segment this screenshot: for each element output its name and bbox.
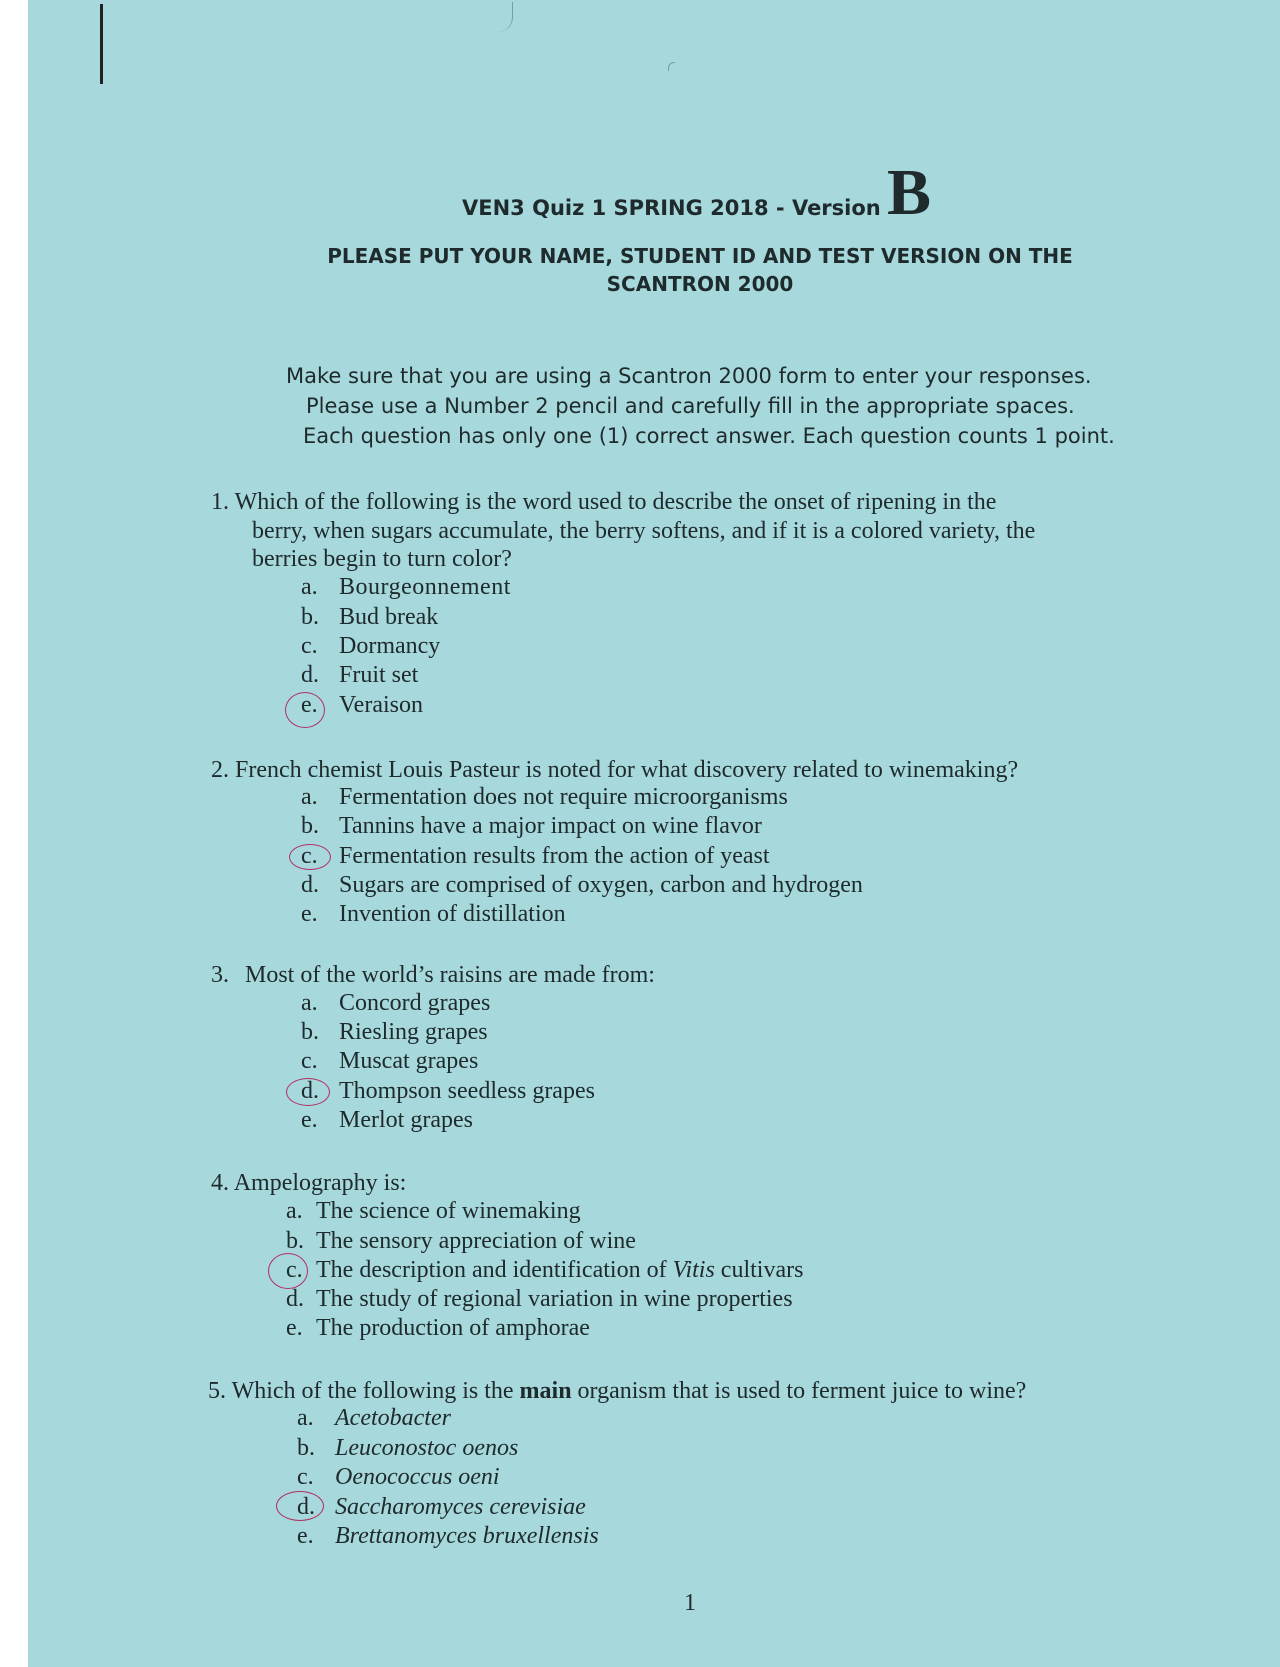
- option-text: Thompson seedless grapes: [339, 1078, 595, 1104]
- option-item: [301, 1078, 595, 1105]
- question-number: 1.: [211, 489, 229, 515]
- option-item: [301, 872, 863, 899]
- option-text: The study of regional variation in wine properties: [316, 1286, 793, 1312]
- option-item: [301, 843, 770, 870]
- option-letter: b.: [301, 604, 319, 630]
- answer-circle-mark: [286, 1078, 330, 1106]
- option-letter: c.: [297, 1464, 314, 1490]
- option-item: [301, 662, 418, 689]
- question-text-continued: berries begin to turn color?: [252, 546, 512, 572]
- pencil-stray-mark: [668, 62, 675, 71]
- option-text: cultivars: [714, 1257, 804, 1283]
- option-letter: d.: [297, 1494, 315, 1520]
- question-5: [208, 1377, 1026, 1405]
- option-text: Veraison: [339, 692, 423, 718]
- option-text: Riesling grapes: [339, 1019, 488, 1045]
- option-item: [301, 1019, 488, 1046]
- question-3: [211, 961, 655, 989]
- option-text: Muscat grapes: [339, 1048, 479, 1074]
- option-item: [286, 1286, 793, 1313]
- option-letter: e.: [301, 692, 318, 718]
- question-text: French chemist Louis Pasteur is noted for what discovery related to winemaking?: [235, 757, 1019, 783]
- option-text: Fermentation does not require microorganisms: [339, 784, 788, 810]
- option-letter: a.: [301, 990, 318, 1016]
- option-text: Bud break: [339, 604, 439, 630]
- option-letter: c.: [301, 633, 318, 659]
- option-item: [301, 813, 762, 840]
- option-text: Sugars are comprised of oxygen, carbon and hydrogen: [339, 872, 863, 898]
- option-text: The sensory appreciation of wine: [316, 1228, 636, 1254]
- option-letter: c.: [301, 1048, 318, 1074]
- option-text: Merlot grapes: [339, 1107, 473, 1133]
- scan-mark: [100, 4, 103, 84]
- subtitle-line-1: PLEASE PUT YOUR NAME, STUDENT ID AND TEST VERSION ON THE: [327, 244, 1073, 268]
- answer-circle-mark: [276, 1491, 324, 1521]
- option-item: [297, 1405, 451, 1432]
- question-text: Which of the following is the: [231, 1378, 520, 1404]
- option-item: [301, 1107, 473, 1134]
- option-text: Tannins have a major impact on wine flavor: [339, 813, 762, 839]
- option-letter: a.: [297, 1405, 314, 1431]
- option-letter: a.: [301, 574, 318, 600]
- option-letter: a.: [301, 784, 318, 810]
- option-text: Oenococcus oeni: [335, 1464, 500, 1490]
- option-item: [286, 1257, 803, 1284]
- quiz-title: VEN3 Quiz 1 SPRING 2018 - Version: [462, 196, 881, 220]
- version-letter: B: [887, 156, 932, 229]
- option-letter: c.: [301, 843, 318, 869]
- option-letter: e.: [301, 1107, 318, 1133]
- question-2: [211, 756, 1018, 784]
- option-text: The science of winemaking: [316, 1198, 581, 1224]
- pencil-stray-mark: [498, 2, 513, 32]
- option-letter: d.: [301, 662, 319, 688]
- question-text-continued: berry, when sugars accumulate, the berry softens, and if it is a colored variety, the: [252, 518, 1036, 544]
- option-text: Dormancy: [339, 633, 441, 659]
- option-item: [301, 633, 440, 660]
- option-text: Leuconostoc oenos: [335, 1435, 519, 1461]
- question-1: [211, 488, 996, 516]
- option-letter: a.: [286, 1198, 303, 1224]
- option-letter: b.: [297, 1435, 315, 1461]
- question-number: 2.: [211, 757, 229, 783]
- option-item: [286, 1198, 581, 1225]
- subtitle-line-2: SCANTRON 2000: [606, 272, 794, 296]
- option-item: [297, 1435, 518, 1462]
- option-letter: b.: [286, 1228, 304, 1254]
- option-item: [286, 1228, 636, 1255]
- option-letter: d.: [286, 1286, 304, 1312]
- option-letter: e.: [301, 901, 318, 927]
- option-text: Fruit set: [339, 662, 419, 688]
- option-text: Saccharomyces cerevisiae: [335, 1494, 586, 1520]
- option-item: [301, 604, 438, 631]
- option-letter: e.: [297, 1523, 314, 1549]
- question-number: 4.: [211, 1170, 229, 1196]
- instruction-line: Each question has only one (1) correct answer. Each question counts 1 point.: [303, 424, 1115, 448]
- answer-circle-mark: [285, 692, 325, 728]
- option-item: [297, 1464, 500, 1491]
- question-text: organism that is used to ferment juice to wine?: [571, 1378, 1027, 1404]
- option-text: Fermentation results from the action of yeast: [339, 843, 770, 869]
- option-text: The description and identification of: [316, 1257, 673, 1283]
- option-text: Invention of distillation: [339, 901, 566, 927]
- option-item: [297, 1523, 599, 1550]
- question-text: Ampelography is:: [233, 1170, 407, 1196]
- option-text: Concord grapes: [339, 990, 491, 1016]
- option-letter: c.: [286, 1257, 303, 1283]
- option-item: [301, 784, 788, 811]
- option-letter: b.: [301, 813, 319, 839]
- option-item: [297, 1494, 586, 1521]
- question-number: 3.: [211, 962, 229, 988]
- option-text: The production of amphorae: [316, 1315, 590, 1341]
- answer-circle-mark: [268, 1253, 308, 1289]
- option-item: [301, 1048, 478, 1075]
- page-number: 1: [684, 1590, 696, 1616]
- question-number: 5.: [208, 1378, 226, 1404]
- question-text: Most of the world’s raisins are made from:: [245, 962, 655, 988]
- question-4: [211, 1169, 406, 1197]
- option-text: Brettanomyces bruxellensis: [335, 1523, 599, 1549]
- instruction-line: Please use a Number 2 pencil and carefully fill in the appropriate spaces.: [306, 394, 1075, 418]
- option-text: Acetobacter: [335, 1405, 451, 1431]
- option-item: [301, 990, 490, 1017]
- option-letter: e.: [286, 1315, 303, 1341]
- option-letter: b.: [301, 1019, 319, 1045]
- option-letter: d.: [301, 872, 319, 898]
- option-text: Bourgeonnement: [339, 574, 511, 600]
- instruction-line: Make sure that you are using a Scantron 2000 form to enter your responses.: [286, 364, 1092, 388]
- question-text: Which of the following is the word used to describe the onset of ripening in the: [234, 489, 997, 515]
- option-text-italic: Vitis: [672, 1257, 715, 1283]
- option-item: [301, 901, 566, 928]
- question-text-bold: main: [519, 1378, 572, 1404]
- answer-circle-mark: [289, 844, 331, 870]
- option-letter: d.: [301, 1078, 319, 1104]
- option-item: [286, 1315, 590, 1342]
- option-item: [301, 574, 511, 601]
